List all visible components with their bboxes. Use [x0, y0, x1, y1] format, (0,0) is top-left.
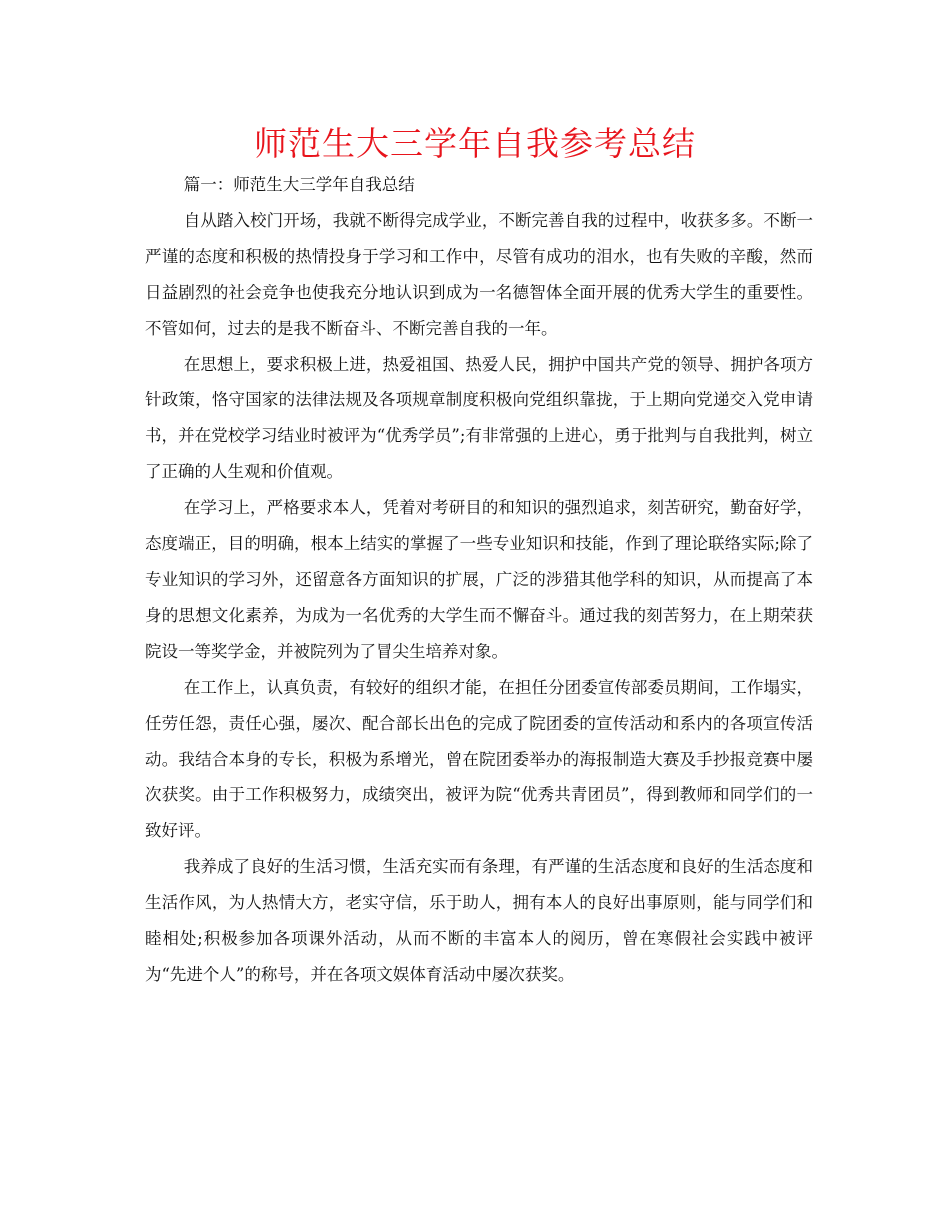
document-title: 师范生大三学年自我参考总结 [254, 124, 696, 163]
paragraph-life: 我养成了良好的生活习惯，生活充实而有条理，有严谨的生活态度和良好的生活态度和生活作风，为人热情大方，老实守信，乐于助人，拥有本人的良好出事原则，能与同学们和睦相处;积极参加各项课外活动，从而不断的丰富本人的阅历，曾在寒假社会实践中被评为“先进个人”的称号，并在各项文娱体育活动中屡次获奖。 [145, 857, 813, 984]
document-body [145, 167, 813, 993]
section-heading: 篇一：师范生大三学年自我总结 [183, 175, 415, 194]
paragraph-thought: 在思想上，要求积极上进，热爱祖国、热爱人民，拥护中国共产党的领导、拥护各项方针政策，恪守国家的法律法规及各项规章制度积极向党组织靠拢，于上期向党递交入党申请书，并在党校学习结业时被评为“优秀学员”;有非常强的上进心，勇于批判与自我批判，树立了正确的人生观和价值观。 [145, 354, 813, 482]
paragraph-intro: 自从踏入校门开场，我就不断得完成学业，不断完善自我的过程中，收获多多。不断一严谨的态度和积极的热情投身于学习和工作中，尽管有成功的泪水，也有失败的辛酸，然而日益剧烈的社会竞争也使我充分地认识到成为一名德智体全面开展的优秀大学生的重要性。不管如何，过去的是我不断奋斗、不断完善自我的一年。 [145, 210, 813, 338]
paragraph-work: 在工作上，认真负责，有较好的组织才能，在担任分团委宣传部委员期间，工作塌实，任劳任怨，责任心强，屡次、配合部长出色的完成了院团委的宣传活动和系内的各项宣传活动。我结合本身的专长，积极为系增光，曾在院团委举办的海报制造大赛及手抄报竞赛中屡次获奖。由于工作积极努力，成绩突出，被评为院“优秀共青团员”，得到教师和同学们的一致好评。 [145, 677, 813, 841]
paragraph-study: 在学习上，严格要求本人，凭着对考研目的和知识的强烈追求，刻苦研究，勤奋好学，态度端正，目的明确，根本上结实的掌握了一些专业知识和技能，作到了理论联络实际;除了专业知识的学习外，还留意各方面知识的扩展，广泛的涉猎其他学科的知识，从而提高了本身的思想文化素养，为成为一名优秀的大学生而不懈奋斗。通过我的刻苦努力，在上期荣获院设一等奖学金，并被院列为了冒尖生培养对象。 [145, 498, 813, 661]
